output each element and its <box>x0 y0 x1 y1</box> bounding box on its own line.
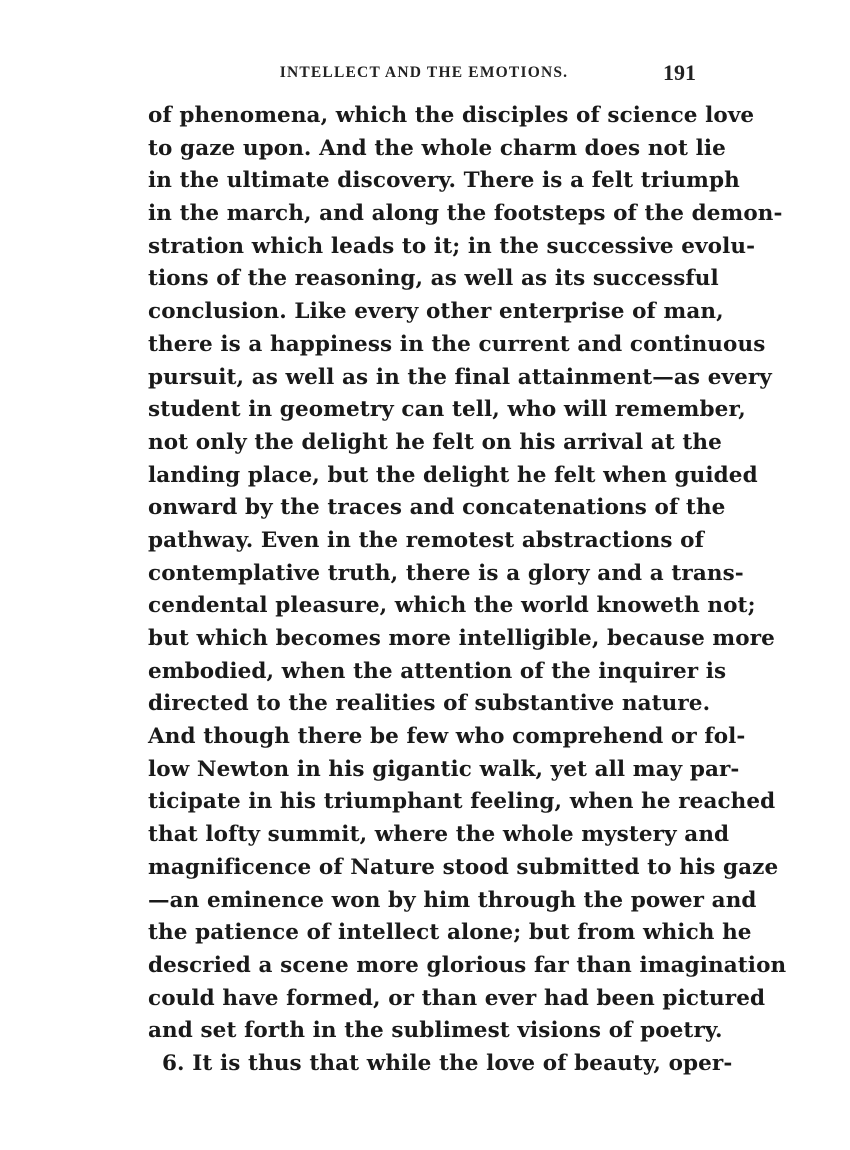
text-line: onward by the traces and concatenations of the <box>148 495 726 521</box>
text-line: low Newton in his gigantic walk, yet all may par- <box>148 756 740 782</box>
text-line: conclusion. Like every other enterprise of man, <box>148 299 724 325</box>
text-line: that lofty summit, where the whole mystery and <box>148 822 730 848</box>
text-line: stration which leads to it; in the successive evolu- <box>148 233 756 259</box>
body-text <box>148 100 787 1081</box>
text-line: embodied, when the attention of the inquirer is <box>148 658 727 684</box>
text-line: cendental pleasure, which the world knoweth not; <box>148 593 756 619</box>
text-line: of phenomena, which the disciples of science love <box>148 103 755 128</box>
text-line: tions of the reasoning, as well as its successful <box>148 266 719 292</box>
running-head <box>148 60 700 90</box>
text-line: landing place, but the delight he felt when guided <box>148 462 758 488</box>
text-line: the patience of intellect alone; but from which he <box>148 920 752 946</box>
text-line: to gaze upon. And the whole charm does not lie <box>148 135 726 161</box>
page-number: 191 <box>663 60 696 85</box>
text-line: ticipate in his triumphant feeling, when he reached <box>148 789 776 815</box>
text-line: in the ultimate discovery. There is a felt triumph <box>148 168 740 194</box>
text-line: —an eminence won by him through the power and <box>148 887 757 913</box>
text-line: but which becomes more intelligible, because more <box>148 626 775 651</box>
text-line: student in geometry can tell, who will remember, <box>148 397 746 423</box>
text-line: pathway. Even in the remotest abstractions of <box>148 527 704 553</box>
text-line: And though there be few who comprehend or fol- <box>148 724 746 750</box>
running-title: INTELLECT AND THE EMOTIONS. <box>279 64 569 81</box>
text-line: contemplative truth, there is a glory and a trans- <box>148 560 744 586</box>
text-line: in the march, and along the footsteps of the demon- <box>148 201 783 227</box>
text-line: 6. It is thus that while the love of beauty, oper- <box>162 1050 733 1076</box>
text-line: pursuit, as well as in the final attainment—as every <box>148 364 772 390</box>
text-line: directed to the realities of substantive nature. <box>148 691 711 717</box>
text-line: not only the delight he felt on his arrival at the <box>148 429 722 455</box>
text-line: magnificence of Nature stood submitted to his gaze <box>148 854 779 880</box>
text-line: descried a scene more glorious far than imagination <box>148 952 787 978</box>
text-line: and set forth in the sublimest visions of poetry. <box>148 1018 723 1044</box>
text-line: could have formed, or than ever had been pictured <box>148 985 766 1011</box>
text-line: there is a happiness in the current and continuous <box>148 331 766 357</box>
